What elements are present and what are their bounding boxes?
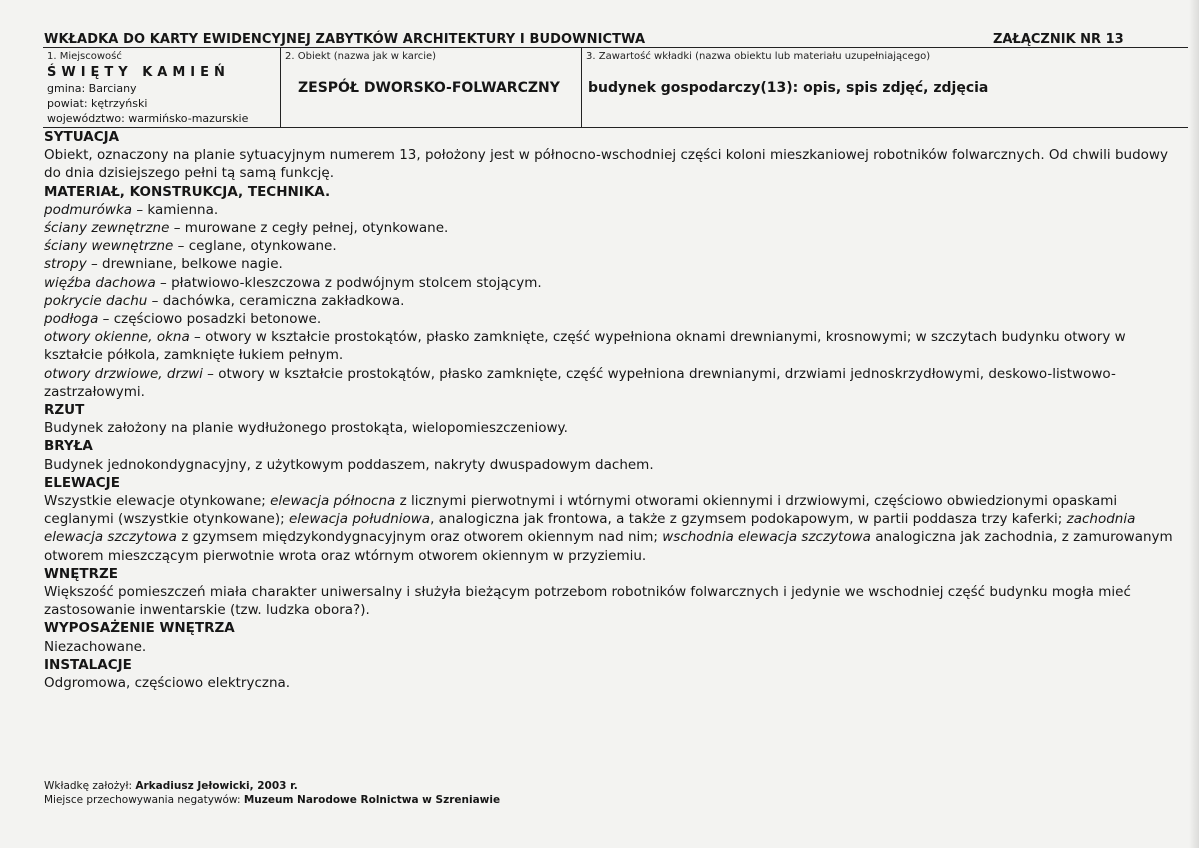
material-item: podłoga – częściowo posadzki betonowe. (44, 311, 322, 328)
insert-cell (581, 48, 1189, 127)
material-term: ściany wewnętrzne (44, 238, 174, 255)
heading-wnetrze: WNĘTRZE (44, 565, 119, 582)
material-term: otwory drzwiowe, drzwi (44, 365, 203, 382)
material-item: pokrycie dachu – dachówka, ceramiczna zakładkowa. (44, 292, 405, 309)
heading-material: MATERIAŁ, KONSTRUKCJA, TECHNIKA. (44, 183, 331, 200)
footer-author: Wkładkę założył: Arkadiusz Jełowicki, 2003 r. (44, 780, 298, 792)
material-term: ściany zewnętrzne (44, 220, 170, 237)
wojewodztwo: województwo: warmińsko-mazurskie (47, 112, 249, 125)
scan-edge (1189, 0, 1199, 848)
powiat: powiat: kętrzyński (47, 97, 148, 110)
object-value: ZESPÓŁ DWORSKO-FOLWARCZNY (298, 80, 560, 96)
document-title: WKŁADKA DO KARTY EWIDENCYJNEJ ZABYTKÓW ARCHITEKTURY I BUDOWNICTWA (44, 32, 646, 47)
object-cell (280, 48, 582, 127)
location-details (47, 81, 248, 126)
text-wnetrze: Większość pomieszczeń miała charakter uniwersalny i służyła bieżącym potrzebom robotników folwarcznych i jedynie we wschodniej część budynku mogła mieć zastosowanie inwentarskie (tzw. ludzka obora?). (44, 584, 1131, 619)
info-box (43, 47, 1188, 128)
material-term: otwory okienne, okna (44, 329, 190, 346)
heading-bryla: BRYŁA (44, 438, 93, 455)
material-item: ściany wewnętrzne – ceglane, otynkowane. (44, 238, 337, 255)
location-cell (43, 48, 280, 127)
material-item: otwory okienne, okna – otwory w kształcie prostokątów, płasko zamknięte, część wypełniona oknami drewnianymi, krosnowymi; w szczytach budynku otwory w kształcie półkola, zamknięte łukiem pełnym. (44, 329, 1126, 364)
material-item: otwory drzwiowe, drzwi – otwory w kształcie prostokątów, płasko zamknięte, część wypełniona drewnianymi, drzwiami jednoskrzydłowymi, deskowo-listwowo-zastrzałowymi. (44, 365, 1116, 400)
material-item: stropy – drewniane, belkowe nagie. (44, 256, 283, 273)
location-name: ŚWIĘTY KAMIEŃ (47, 65, 230, 80)
heading-elewacje: ELEWACJE (44, 474, 120, 491)
heading-sytuacja: SYTUACJA (44, 129, 120, 145)
material-term: pokrycie dachu (44, 292, 148, 309)
text-rzut: Budynek założony na planie wydłużonego prostokąta, wielopomieszczeniowy. (44, 420, 568, 437)
text-sytuacja: Obiekt, oznaczony na planie sytuacyjnym numerem 13, położony jest w północno-wschodniej części koloni mieszkaniowej robotników folwarcznych. Od chwili budowy do dnia dzisiejszego pełni tą samą funkcję. (44, 147, 1168, 182)
text-elewacje: Wszystkie elewacje otynkowane; elewacja północna z licznymi pierwotnymi i wtórnymi otworami okiennymi i drzwiowymi, częściowo obwiedzionymi opaskami ceglanymi (wszystkie otynkowane); elewacja południowa, analogiczna jak frontowa, a także z gzymsem podokapowym, w partii poddasza trzy kaferki; zachodnia elewacja szczytowa z gzymsem międzykondygnacyjnym oraz otworem okiennym nad nim; wschodnia elewacja szczytowa analogiczna jak zachodnia, z zamurowanym otworem mieszczącym pierwotnie wrota oraz wtórnym otworem okiennym w przyziemiu. (44, 493, 1173, 564)
footer (44, 779, 500, 807)
material-item: ściany zewnętrzne – murowane z cegły pełnej, otynkowane. (44, 220, 449, 237)
text-wyposazenie: Niezachowane. (44, 638, 147, 655)
material-term: stropy (44, 256, 87, 273)
heading-wyposazenie: WYPOSAŻENIE WNĘTRZA (44, 620, 235, 637)
text-instalacje: Odgromowa, częściowo elektryczna. (44, 675, 291, 692)
footer-storage: Miejsce przechowywania negatywów: Muzeum Narodowe Rolnictwa w Szreniawie (44, 794, 501, 806)
material-term: podłoga (44, 311, 99, 328)
insert-value: budynek gospodarczy(13): opis, spis zdjęć, zdjęcia (588, 80, 989, 96)
gmina: gmina: Barciany (47, 82, 137, 95)
heading-instalacje: INSTALACJE (44, 656, 132, 673)
description-body (44, 128, 1184, 692)
material-term: podmurówka (44, 201, 133, 218)
heading-rzut: RZUT (44, 402, 85, 419)
insert-label: 3. Zawartość wkładki (nazwa obiektu lub materiału uzupełniającego) (586, 51, 931, 62)
material-term: więźba dachowa (44, 274, 156, 291)
annex-number: ZAŁĄCZNIK NR 13 (993, 32, 1124, 47)
material-item: podmurówka – kamienna. (44, 201, 219, 218)
material-item: więźba dachowa – płatwiowo-kleszczowa z podwójnym stolcem stojącym. (44, 274, 542, 291)
text-bryla: Budynek jednokondygnacyjny, z użytkowym poddaszem, nakryty dwuspadowym dachem. (44, 456, 654, 473)
location-label: 1. Miejscowość (47, 51, 122, 62)
object-label: 2. Obiekt (nazwa jak w karcie) (285, 51, 437, 62)
